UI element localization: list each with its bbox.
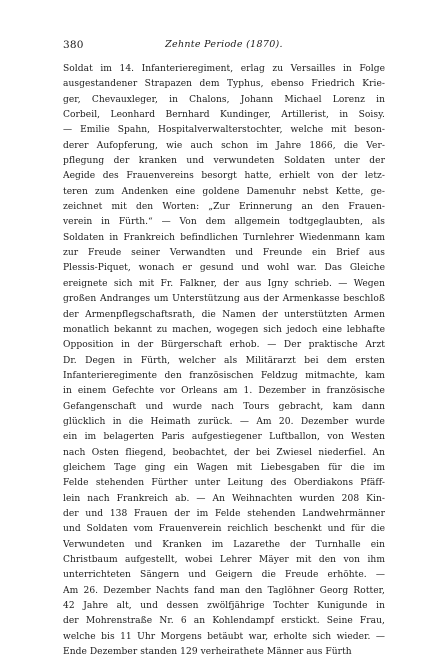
body-text <box>63 62 385 660</box>
page-header <box>63 38 385 52</box>
text-line: unterrichteten Sängern und Geigern die Freude erhöhte. — <box>63 570 385 581</box>
text-line: Felde stehenden Fürther unter Leitung des Oberdiakons Pfäff- <box>63 478 385 489</box>
text-line: der Armenpflegschaftsrath, die Namen der unterstützten Armen <box>63 309 385 320</box>
text-line: zeichnet mit den Worten: „Zur Erinnerung an den Frauen- <box>63 202 385 213</box>
text-line: und Soldaten vom Frauenverein reichlich beschenkt und für die <box>63 524 385 535</box>
text-line: Christbaum aufgestellt, wobei Lehrer Mäyer mit den von ihm <box>63 555 385 565</box>
text-line: welche bis 11 Uhr Morgens betäubt war, erholte sich wieder. — <box>63 631 385 642</box>
page-number: 380 <box>63 39 84 51</box>
text-line: ein im belagerten Paris aufgestiegener Luftballon, von Westen <box>63 432 385 443</box>
text-line: Opposition in der Bürgerschaft erhob. — Der praktische Arzt <box>63 340 385 351</box>
text-line: lein nach Frankreich ab. — An Weihnachten wurden 208 Kin- <box>63 493 385 504</box>
text-line: Infanterieregimente den französischen Feldzug mitmachte, kam <box>63 370 385 381</box>
text-line: derer Aufopferung, wie auch schon im Jahre 1866, die Ver- <box>63 140 385 151</box>
text-line: Soldat im 14. Infanterieregiment, erlag zu Versailles in Folge <box>63 64 385 74</box>
text-line: 42 Jahre alt, und dessen zwölfjährige Tochter Kunigunde in <box>63 601 385 612</box>
text-line: zur Freude seiner Verwandten und Freunde ein Brief aus <box>63 248 385 259</box>
text-line: monatlich bekannt zu machen, wogegen sich jedoch eine lebhafte <box>63 324 385 335</box>
text-line: Gefangenschaft und wurde nach Tours gebracht, kam dann <box>63 401 385 412</box>
text-line: ger, Chevauxleger, in Chalons, Johann Michael Lorenz in <box>63 94 385 105</box>
text-line: Ende Dezember standen 129 verheirathete Männer aus Fürth <box>63 647 352 658</box>
text-line: verein in Fürth.“ — Von dem allgemein todtgeglaubten, als <box>63 217 385 228</box>
text-line: ereignete sich mit Fr. Falkner, der aus Igny schrieb. — Wegen <box>63 278 385 289</box>
text-line: Verwundeten und Kranken im Lazarethe der Turnhalle ein <box>63 539 385 550</box>
text-line: ausgestandener Strapazen dem Typhus, ebenso Friedrich Krie- <box>63 79 385 90</box>
text-line: Dr. Degen in Fürth, welcher als Militärarzt bei dem ersten <box>63 355 385 366</box>
text-line: nach Osten fliegend, beobachtet, der bei Zwiesel niederfiel. An <box>63 447 385 458</box>
text-line: der und 138 Frauen der im Felde stehenden Landwehrmänner <box>63 508 385 519</box>
text-line: Corbeil, Leonhard Bernhard Kundinger, Artillerist, in Soisy. <box>63 110 385 121</box>
running-title: Zehnte Periode (1870). <box>165 39 283 50</box>
text-line: Plessis-Piquet, wonach er gesund und wohl war. Das Gleiche <box>63 263 385 274</box>
text-line: glücklich in die Heimath zurück. — Am 20. Dezember wurde <box>63 416 385 427</box>
text-line: großen Andranges um Unterstützung aus der Armenkasse beschloß <box>63 294 385 305</box>
text-line: teren zum Andenken eine goldene Damenuhr nebst Kette, ge- <box>63 186 385 197</box>
text-line: der Mohrenstraße Nr. 6 an Kohlendampf erstickt. Seine Frau, <box>63 616 385 627</box>
text-line: — Emilie Spahn, Hospitalverwalterstochter, welche mit beson- <box>63 125 385 136</box>
text-line: Soldaten in Frankreich befindlichen Turnlehrer Wiedenmann kam <box>63 232 385 243</box>
text-line: gleichem Tage ging ein Wagen mit Liebesgaben für die im <box>63 462 385 473</box>
text-line: Am 26. Dezember Nachts fand man den Taglöhner Georg Rotter, <box>63 585 385 596</box>
text-line: in einem Gefechte vor Orleans am 1. Dezember in französische <box>63 386 385 397</box>
text-line: pflegung der kranken und verwundeten Soldaten unter der <box>63 156 385 167</box>
text-line: Aegide des Frauenvereins besorgt hatte, erhielt von der letz- <box>63 171 385 182</box>
